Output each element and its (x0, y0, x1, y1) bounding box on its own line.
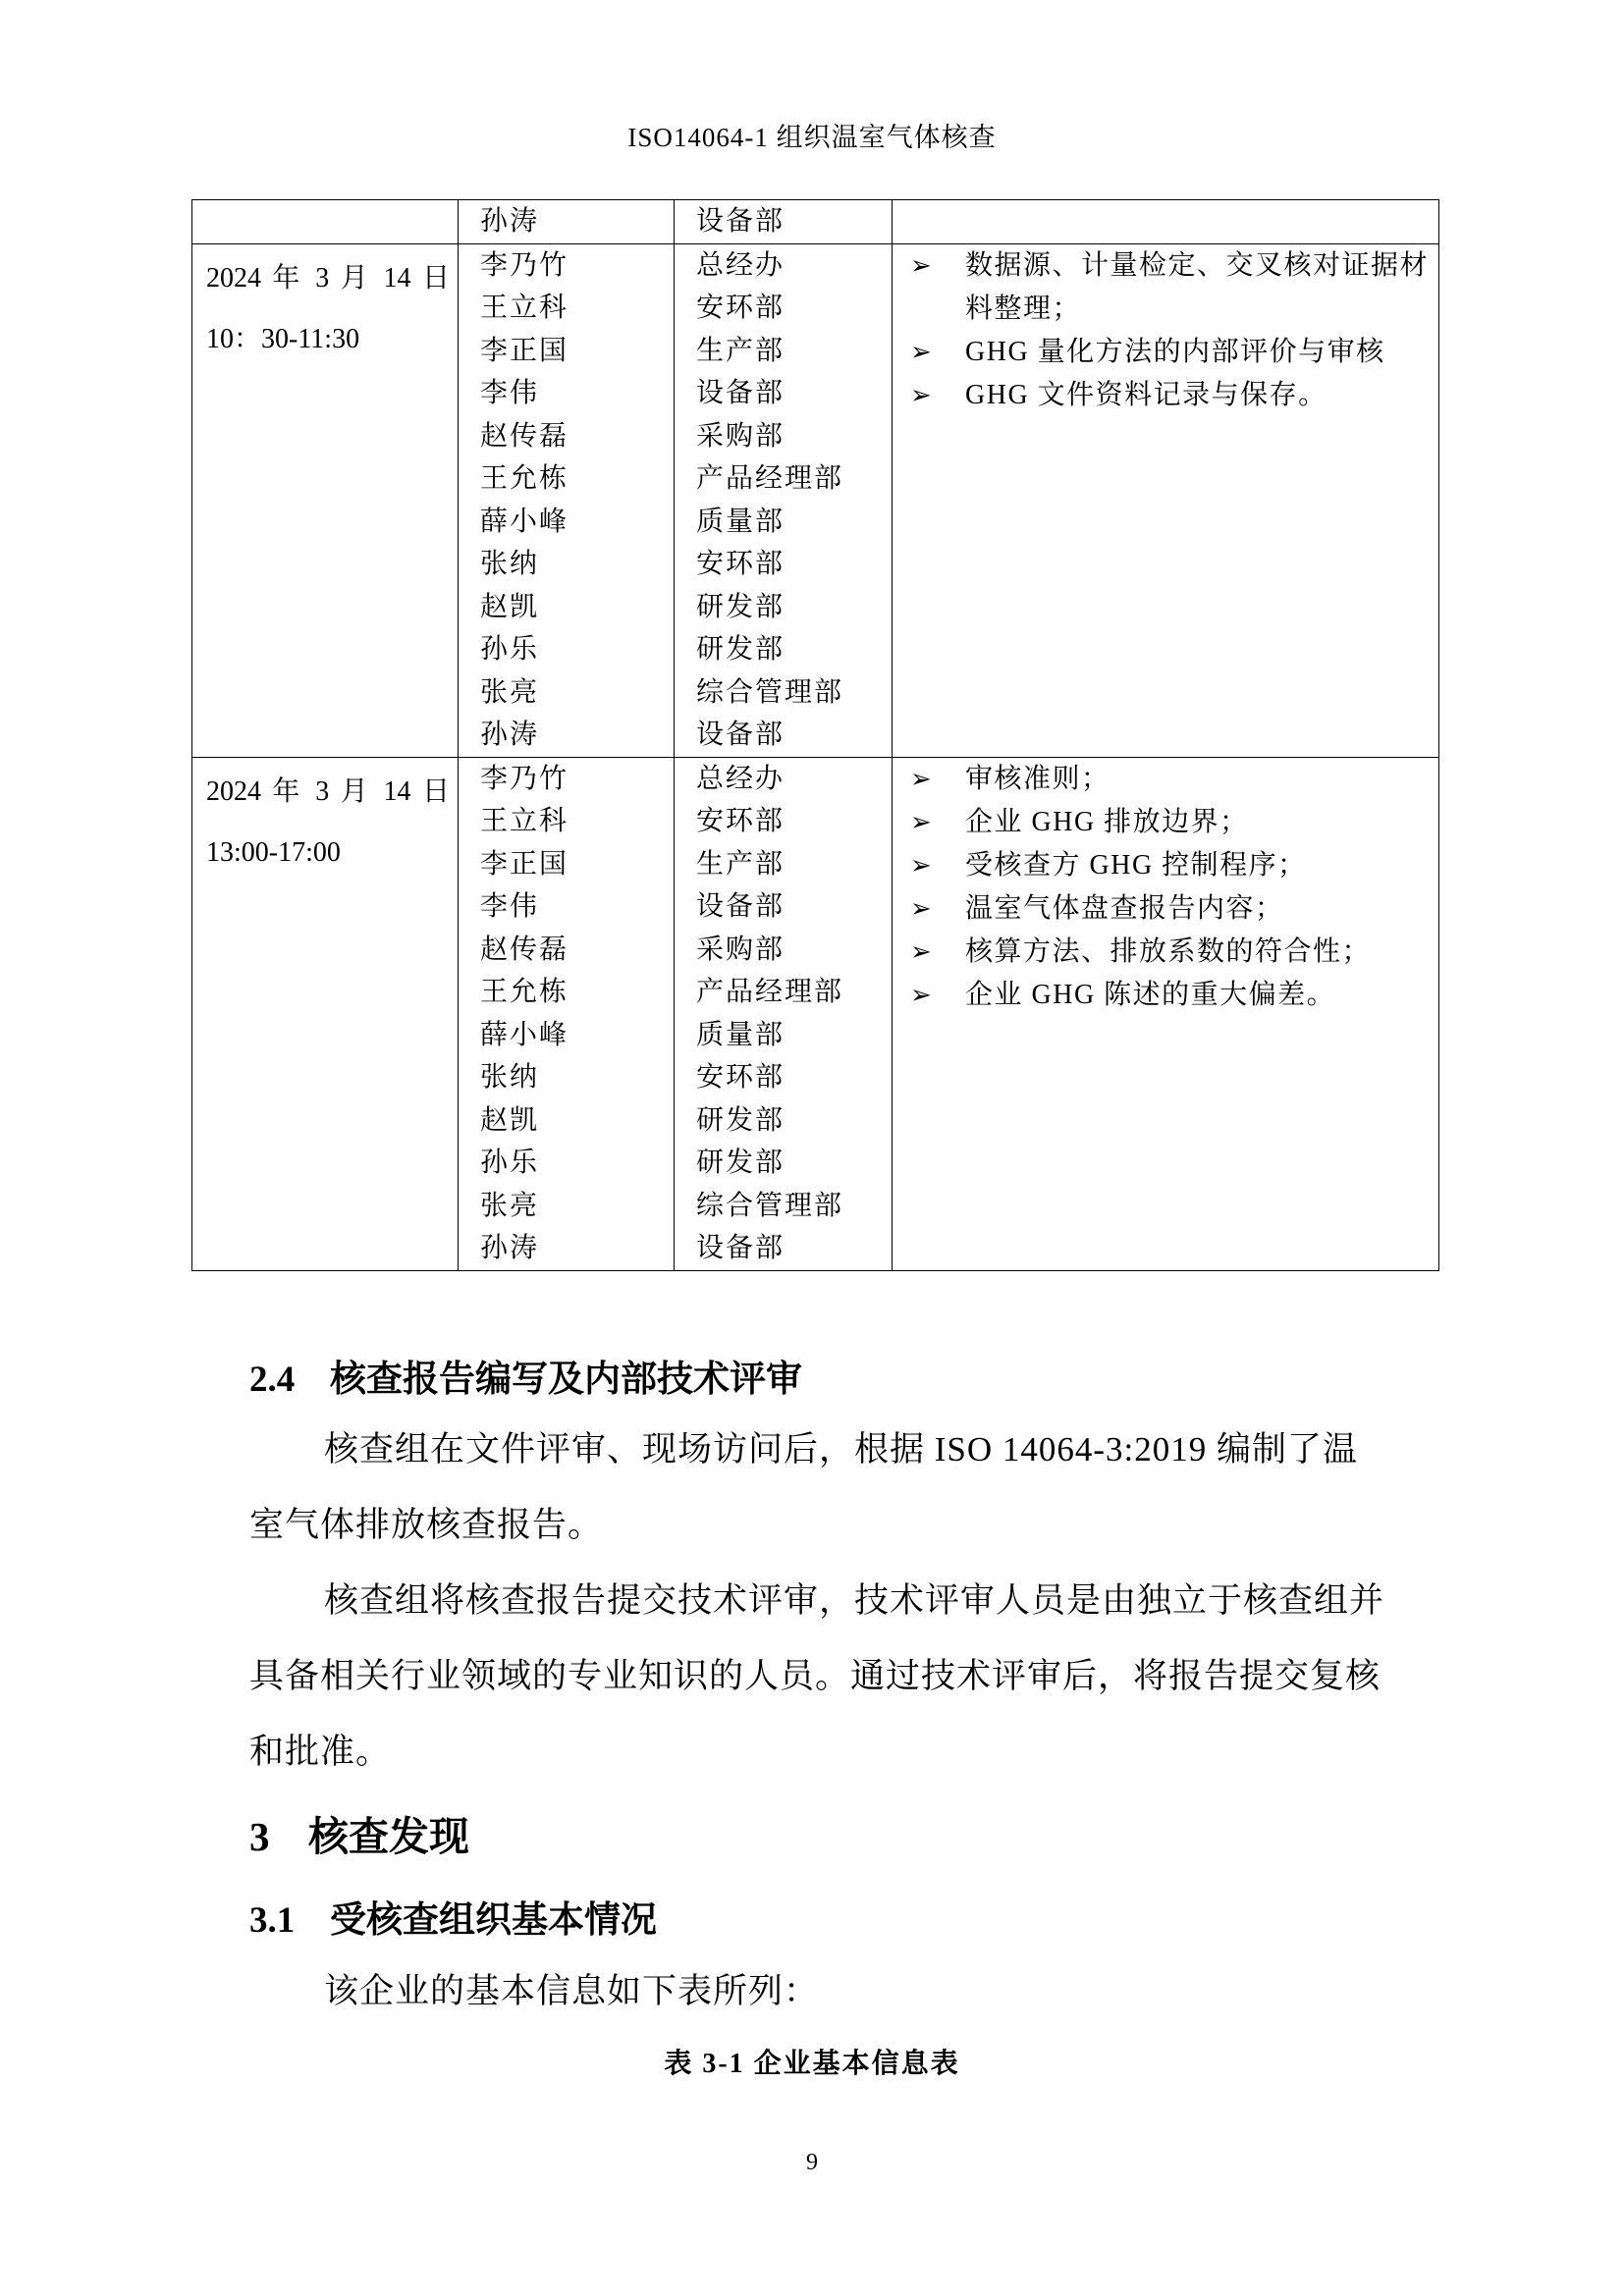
date-cell (192, 757, 459, 1270)
arrow-bullet-icon: ➢ (910, 764, 934, 793)
participant-dept: 设备部 (696, 378, 785, 408)
participant-dept: 产品经理部 (696, 977, 844, 1007)
participant-dept: 采购部 (696, 934, 785, 965)
topic-item (910, 931, 1429, 974)
topic-text: GHG 文件资料记录与保存。 (965, 379, 1327, 410)
participant-name: 孙涛 (480, 1233, 540, 1263)
topic-text: 企业 GHG 陈述的重大偏差。 (965, 979, 1336, 1010)
topic-item (910, 887, 1429, 931)
participant-name: 赵凯 (480, 591, 540, 622)
section-heading-3 (249, 1804, 469, 1862)
dept-cell (675, 200, 893, 244)
topic-text: 温室气体盘查报告内容； (965, 892, 1284, 924)
participant-name: 孙乐 (480, 1148, 540, 1178)
participant-dept: 安环部 (696, 293, 785, 323)
paragraph: 核查组将核查报告提交技术评审，技术评审人员是由独立于核查组并具备相关行业领域的专业知识的人员。通过技术评审后，将报告提交复核和批准。 (249, 1581, 1385, 1771)
participant-name: 李正国 (480, 335, 569, 366)
page-number: 9 (806, 2150, 818, 2175)
participant-name: 王允栋 (480, 977, 569, 1007)
participant-dept: 研发部 (696, 591, 785, 622)
participant-dept: 设备部 (696, 891, 785, 922)
arrow-bullet-icon: ➢ (910, 980, 934, 1009)
participant-name: 张纳 (480, 549, 540, 579)
table-row (192, 757, 1439, 1270)
participant-name: 张亮 (480, 676, 540, 708)
section-title: 受核查组织基本情况 (330, 1900, 657, 1941)
section-title: 核查报告编写及内部技术评审 (330, 1360, 802, 1400)
section-title: 核查发现 (308, 1814, 469, 1859)
topic-item (910, 801, 1429, 844)
name-cell (459, 200, 675, 244)
name-cell (459, 243, 675, 757)
participant-dept: 研发部 (696, 1104, 785, 1136)
arrow-bullet-icon: ➢ (910, 380, 934, 409)
dept-cell (675, 757, 893, 1270)
participant-dept: 总经办 (696, 249, 785, 281)
participant-name: 薛小峰 (480, 506, 569, 537)
participant-name: 张亮 (480, 1190, 540, 1221)
paragraph: 核查组在文件评审、现场访问后，根据 ISO 14064-3:2019 编制了温室气体排放核查报告。 (249, 1430, 1359, 1544)
participant-dept: 研发部 (696, 1148, 785, 1178)
participant-name: 孙涛 (480, 720, 540, 750)
topic-cell (893, 757, 1439, 1270)
paragraph: 该企业的基本信息如下表所列： (324, 1972, 820, 2010)
date-cell (192, 243, 459, 757)
arrow-bullet-icon: ➢ (910, 850, 934, 880)
topic-item (910, 244, 1429, 331)
participant-dept: 设备部 (696, 206, 785, 237)
meeting-schedule-table (191, 199, 1439, 1271)
date-cell (192, 200, 459, 244)
arrow-bullet-icon: ➢ (910, 250, 934, 280)
participant-name: 王立科 (480, 806, 569, 836)
participant-name: 李伟 (480, 378, 540, 408)
arrow-bullet-icon: ➢ (910, 337, 934, 366)
topic-list (893, 244, 1438, 417)
participant-dept: 总经办 (696, 763, 785, 794)
dept-list (675, 244, 892, 757)
participant-name: 赵传磊 (480, 934, 569, 965)
participant-name: 李伟 (480, 891, 540, 922)
meeting-date: 2024 年 3 月 14 日 13:00-17:00 (206, 775, 450, 868)
participant-name: 张纳 (480, 1062, 540, 1093)
topic-item (910, 974, 1429, 1017)
topic-item (910, 758, 1429, 801)
participant-dept: 产品经理部 (696, 463, 844, 494)
section-number: 2.4 (249, 1360, 296, 1400)
topic-text: 核算方法、排放系数的符合性； (965, 935, 1372, 967)
name-list (459, 758, 674, 1270)
topic-cell (893, 200, 1439, 244)
participant-dept: 综合管理部 (696, 1190, 844, 1221)
participant-dept: 采购部 (696, 420, 785, 452)
participant-name: 李正国 (480, 848, 569, 880)
section-number: 3 (249, 1814, 270, 1859)
participant-dept: 综合管理部 (696, 676, 844, 708)
participant-name: 孙涛 (480, 206, 540, 237)
section-heading-3-1 (249, 1890, 657, 1943)
arrow-bullet-icon: ➢ (910, 893, 934, 923)
dept-list (675, 758, 892, 1270)
participant-dept: 设备部 (696, 1233, 785, 1263)
participant-dept: 质量部 (696, 506, 785, 537)
topic-list (893, 758, 1438, 1017)
topic-item (910, 331, 1429, 374)
arrow-bullet-icon: ➢ (910, 807, 934, 836)
topic-text: 企业 GHG 排放边界； (965, 806, 1249, 837)
participant-dept: 生产部 (696, 848, 785, 880)
participant-name: 李乃竹 (480, 763, 569, 794)
section-number: 3.1 (249, 1900, 296, 1941)
dept-cell (675, 243, 893, 757)
table-caption: 表 3-1 企业基本信息表 (664, 2049, 960, 2079)
page-header: ISO14064-1 组织温室气体核查 (627, 123, 997, 152)
participant-dept: 设备部 (696, 720, 785, 750)
section-heading-2-4 (249, 1349, 802, 1402)
topic-item (910, 374, 1429, 417)
participant-name: 王立科 (480, 293, 569, 323)
table-row (192, 243, 1439, 757)
participant-dept: 研发部 (696, 634, 785, 665)
participant-name: 李乃竹 (480, 249, 569, 281)
participant-dept: 生产部 (696, 335, 785, 366)
participant-dept: 安环部 (696, 806, 785, 836)
participant-name: 薛小峰 (480, 1019, 569, 1050)
name-cell (459, 757, 675, 1270)
participant-name: 王允栋 (480, 463, 569, 494)
arrow-bullet-icon: ➢ (910, 936, 934, 966)
topic-text: 审核准则； (965, 763, 1110, 794)
topic-text: 受核查方 GHG 控制程序； (965, 849, 1307, 881)
participant-dept: 质量部 (696, 1019, 785, 1050)
table-row (192, 200, 1439, 244)
topic-cell (893, 243, 1439, 757)
participant-name: 孙乐 (480, 634, 540, 665)
participant-dept: 安环部 (696, 549, 785, 579)
meeting-date: 2024 年 3 月 14 日 10：30-11:30 (206, 262, 450, 354)
participant-dept: 安环部 (696, 1062, 785, 1093)
topic-text: GHG 量化方法的内部评价与审核 (965, 336, 1385, 367)
topic-text: 数据源、计量检定、交叉核对证据材料整理； (965, 249, 1430, 324)
participant-name: 赵传磊 (480, 420, 569, 452)
topic-item (910, 844, 1429, 887)
participant-name: 赵凯 (480, 1104, 540, 1136)
name-list (459, 244, 674, 757)
